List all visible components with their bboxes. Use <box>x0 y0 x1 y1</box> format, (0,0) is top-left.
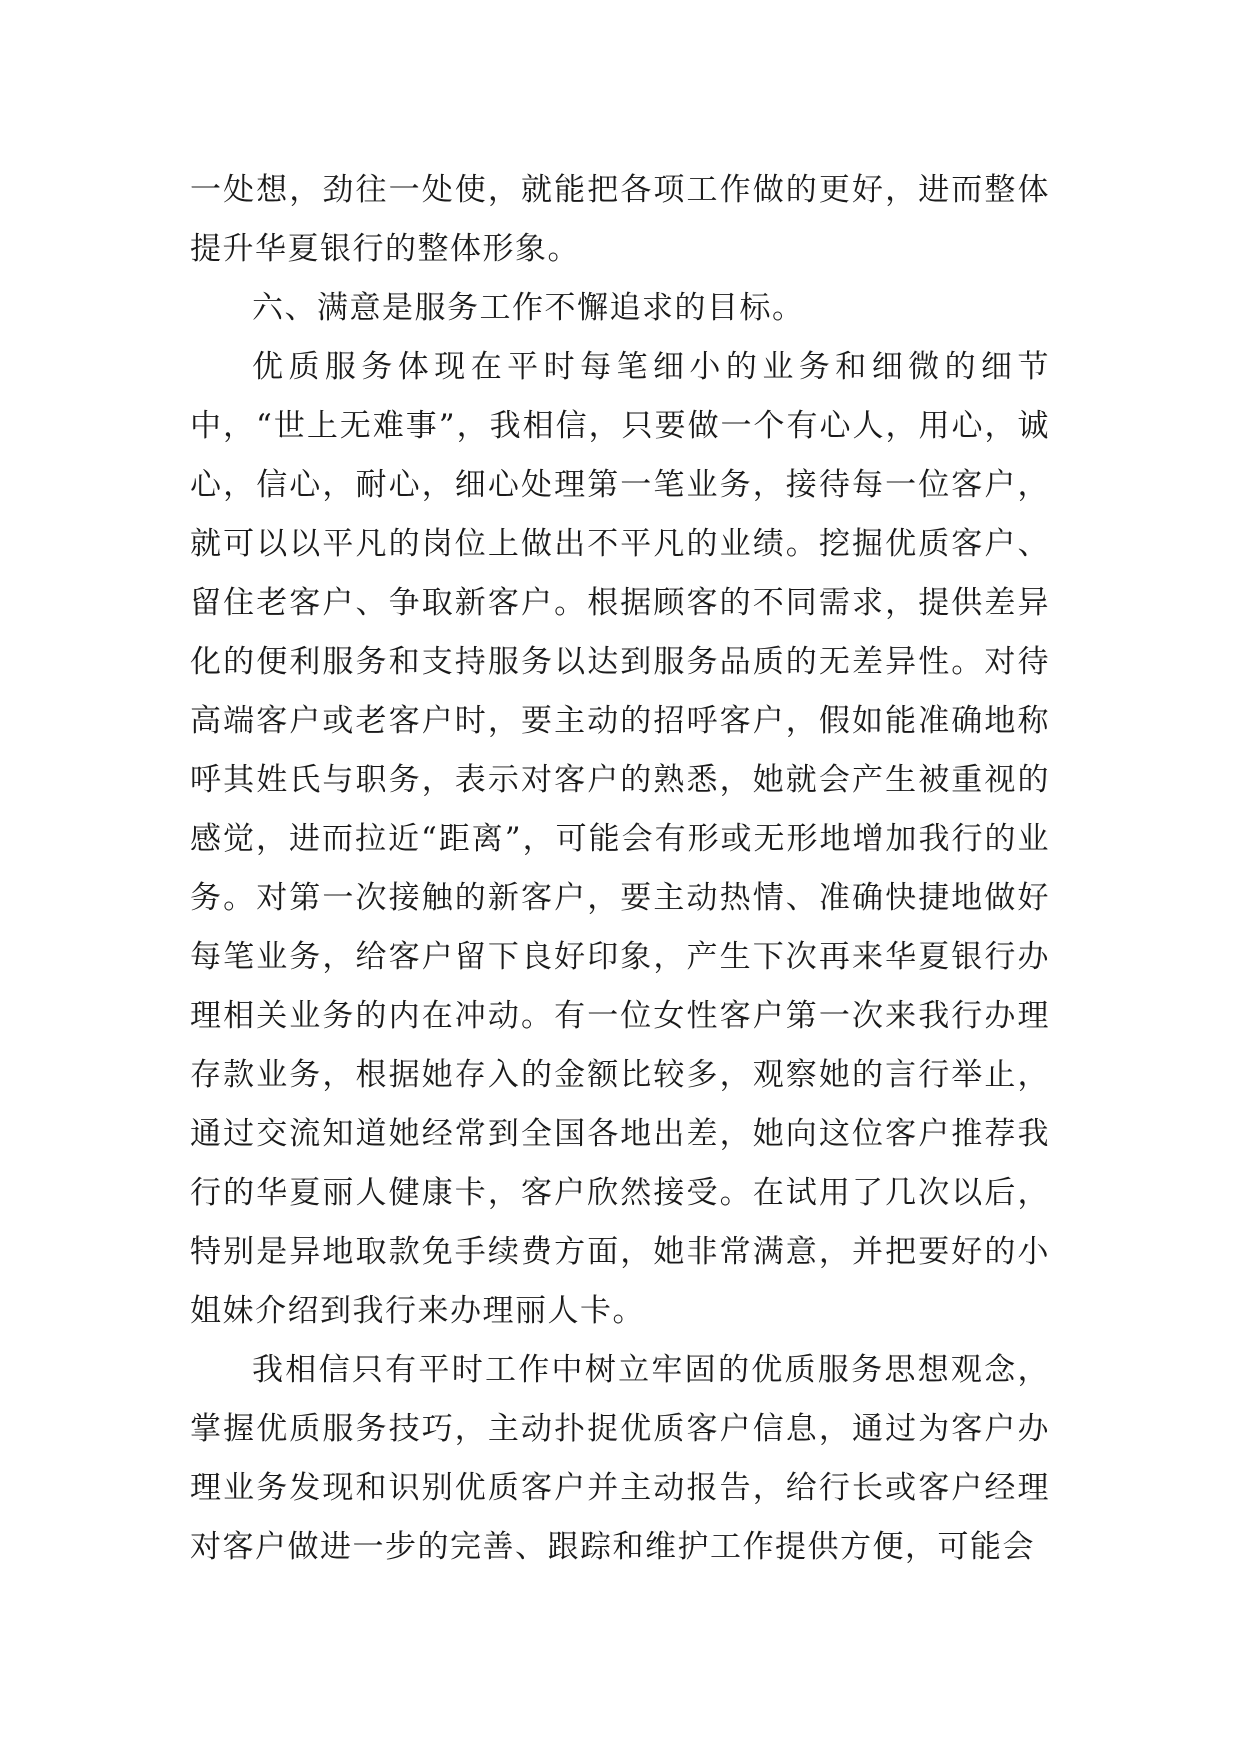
document-body <box>190 161 1050 1577</box>
paragraph-continuation: 一处想，劲往一处使，就能把各项工作做的更好，进而整体提升华夏银行的整体形象。 <box>190 172 1050 267</box>
paragraph-conclusion: 我相信只有平时工作中树立牢固的优质服务思想观念，掌握优质服务技巧，主动扑捉优质客户信息，通过为客户办理业务发现和识别优质客户并主动报告，给行长或客户经理对客户做进一步的完善、跟踪和维护工作提供方便，可能会 <box>190 1352 1050 1565</box>
section-heading: 六、满意是服务工作不懈追求的目标。 <box>252 290 805 326</box>
paragraph-service-details: 优质服务体现在平时每笔细小的业务和细微的细节中，“世上无难事”，我相信，只要做一个有心人，用心，诚心，信心，耐心，细心处理第一笔业务，接待每一位客户，就可以以平凡的岗位上做出不平凡的业绩。挖掘优质客户、留住老客户、争取新客户。根据顾客的不同需求，提供差异化的便利服务和支持服务以达到服务品质的无差异性。对待高端客户或老客户时，要主动的招呼客户，假如能准确地称呼其姓氏与职务，表示对客户的熟悉，她就会产生被重视的感觉，进而拉近“距离”，可能会有形或无形地增加我行的业务。对第一次接触的新客户，要主动热情、准确快捷地做好每笔业务，给客户留下良好印象，产生下次再来华夏银行办理相关业务的内在冲动。有一位女性客户第一次来我行办理存款业务，根据她存入的金额比较多，观察她的言行举止，通过交流知道她经常到全国各地出差，她向这位客户推荐我行的华夏丽人健康卡，客户欣然接受。在试用了几次以后，特别是异地取款免手续费方面，她非常满意，并把要好的小姐妹介绍到我行来办理丽人卡。 <box>190 349 1050 1329</box>
